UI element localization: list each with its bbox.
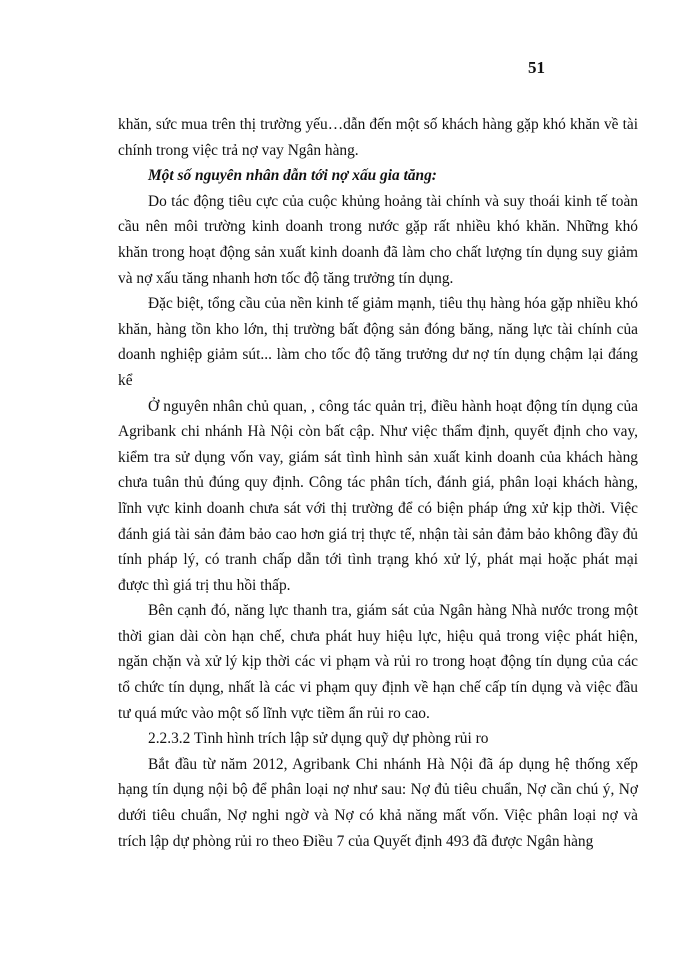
section-heading-bad-debt-causes: Một số nguyên nhân dẫn tới nợ xấu gia tăng: bbox=[148, 167, 437, 185]
paragraph: Bên cạnh đó, năng lực thanh tra, giám sát của Ngân hàng Nhà nước trong một thời gian dài còn hạn chế, chưa phát huy hiệu lực, hiệu quả trong việc phát hiện, ngăn chặn và xử lý kịp thời các vi phạm và rủi ro trong hoạt động tín dụng của các tổ chức tín dụng, nhất là các vi phạm quy định về hạn chế cấp tín dụng và việc đầu tư quá mức vào một số lĩnh vực tiềm ẩn rủi ro cao. bbox=[118, 602, 638, 722]
paragraph-continuation: khăn, sức mua trên thị trường yếu…dẫn đến một số khách hàng gặp khó khăn về tài chính trong việc trả nợ vay Ngân hàng. bbox=[118, 116, 638, 159]
document-body bbox=[118, 112, 638, 854]
subsection-heading: 2.2.3.2 Tình hình trích lập sử dụng quỹ dự phòng rủi ro bbox=[148, 730, 489, 748]
paragraph: Ở nguyên nhân chủ quan, , công tác quản trị, điều hành hoạt động tín dụng của Agribank chi nhánh Hà Nội còn bất cập. Như việc thẩm định, quyết định cho vay, kiểm tra sử dụng vốn vay, giám sát tình hình sản xuất kinh doanh của khách hàng chưa tuân thủ đúng quy định. Công tác phân tích, đánh giá, phân loại khách hàng, lĩnh vực kinh doanh chưa sát với thị trường để có biện pháp ứng xử kịp thời. Việc đánh giá tài sản đảm bảo cao hơn giá trị thực tế, nhận tài sản đảm bảo không đầy đủ tính pháp lý, có tranh chấp dẫn tới tình trạng khó xử lý, phát mại hoặc phát mại được thì giá trị thu hồi thấp. bbox=[118, 397, 638, 594]
paragraph: Đặc biệt, tổng cầu của nền kinh tế giảm mạnh, tiêu thụ hàng hóa gặp nhiều khó khăn, hàng tồn kho lớn, thị trường bất động sản đóng băng, năng lực tài chính của doanh nghiệp giảm sút... làm cho tốc độ tăng trưởng dư nợ tín dụng chậm lại đáng kể bbox=[118, 295, 638, 389]
page-number: 51 bbox=[528, 58, 545, 77]
paragraph: Bắt đầu từ năm 2012, Agribank Chi nhánh Hà Nội đã áp dụng hệ thống xếp hạng tín dụng nội bộ để phân loại nợ như sau: Nợ đủ tiêu chuẩn, Nợ cần chú ý, Nợ dưới tiêu chuẩn, Nợ nghi ngờ và Nợ có khả năng mất vốn. Việc phân loại nợ và trích lập dự phòng rủi ro theo Điều 7 của Quyết định 493 đã được Ngân hàng bbox=[118, 755, 638, 850]
paragraph: Do tác động tiêu cực của cuộc khủng hoảng tài chính và suy thoái kinh tế toàn cầu nên môi trường kinh doanh trong nước gặp rất nhiều khó khăn. Những khó khăn trong hoạt động sản xuất kinh doanh đã làm cho chất lượng tín dụng suy giảm và nợ xấu tăng nhanh hơn tốc độ tăng trưởng tín dụng. bbox=[118, 192, 638, 287]
